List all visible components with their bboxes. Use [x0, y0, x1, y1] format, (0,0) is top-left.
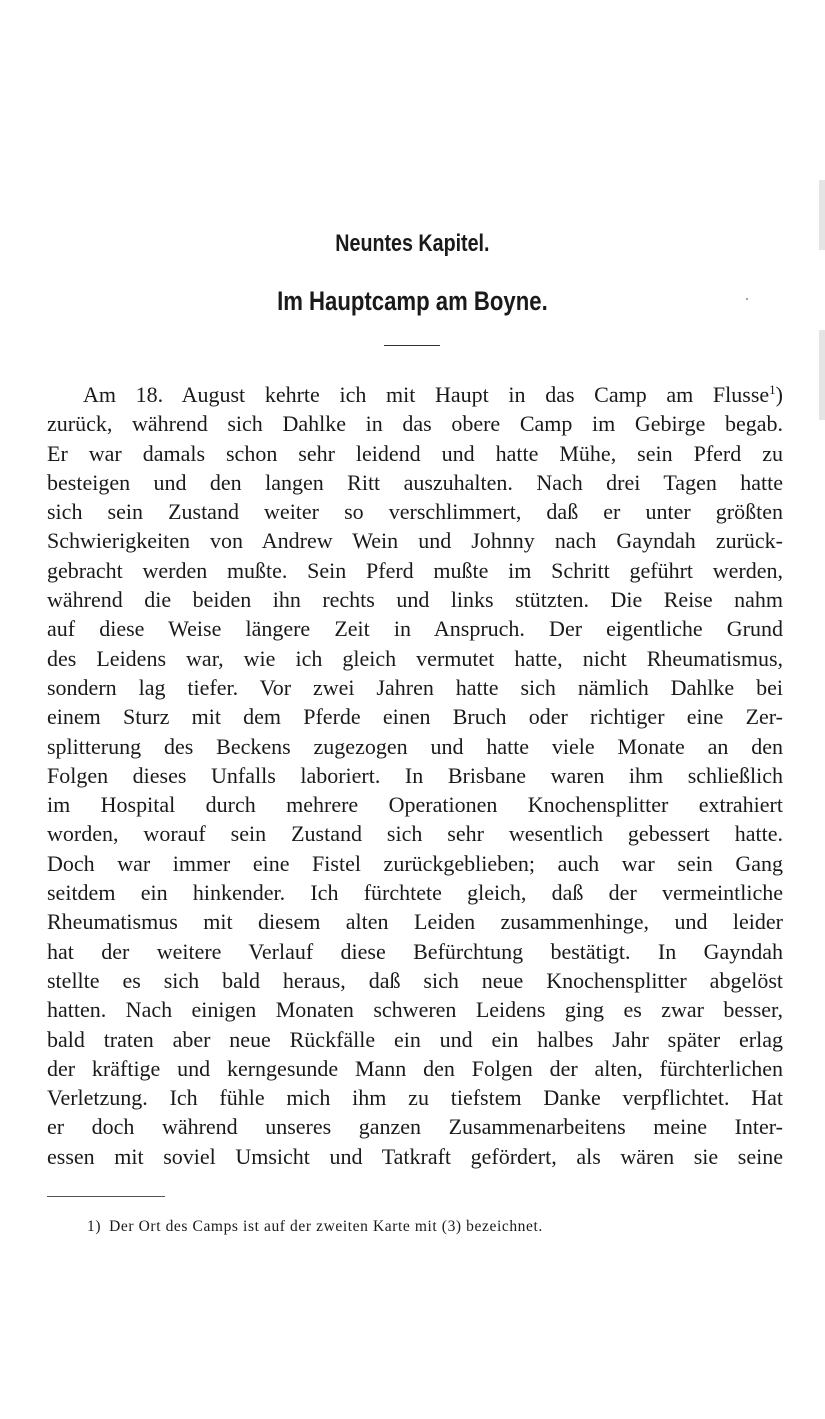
footnote-reference-close: ) [775, 382, 783, 407]
paper-speck [746, 298, 748, 300]
text-line: bald traten aber neue Rückfälle ein und ein halbes Jahr später erlag [47, 1026, 783, 1052]
page-edge-shadow [819, 330, 825, 420]
text-line: seitdem ein hinkender. Ich fürchtete gleich, daß der vermeintliche [47, 880, 783, 906]
text-line: einem Sturz mit dem Pferde einen Bruch oder richtiger eine Zer- [47, 704, 783, 730]
footnote-reference: 1 [769, 382, 776, 397]
text-line: Verletzung. Ich fühle mich ihm zu tiefstem Danke verpflichtet. Hat [47, 1085, 783, 1111]
text-line: er doch während unseres ganzen Zusammenarbeitens meine Inter- [47, 1114, 783, 1140]
text-line: hat der weitere Verlauf diese Befürchtung bestätigt. In Gayndah [47, 938, 783, 964]
text-line: auf diese Weise längere Zeit in Anspruch. Der eigentliche Grund [47, 616, 783, 642]
footnote-divider [47, 1196, 165, 1197]
text-line: Folgen dieses Unfalls laboriert. In Brisbane waren ihm schließlich [47, 762, 783, 788]
page-edge-shadow [819, 180, 825, 250]
text-line [47, 380, 783, 409]
body-text [47, 380, 783, 1171]
text-line: zurück, während sich Dahlke in das obere Camp im Gebirge begab. [47, 411, 783, 437]
footnote-marker: 1) [87, 1218, 102, 1235]
text-line: Doch war immer eine Fistel zurückgeblieben; auch war sein Gang [47, 850, 783, 876]
text-line-content: Am 18. August kehrte ich mit Haupt in das Camp am Flusse [83, 382, 770, 407]
text-line: stellte es sich bald heraus, daß sich neue Knochensplitter abgelöst [47, 967, 783, 993]
text-line: im Hospital durch mehrere Operationen Knochensplitter extrahiert [47, 792, 783, 818]
text-line: Er war damals schon sehr leidend und hatte Mühe, sein Pferd zu [47, 440, 783, 466]
text-line: Schwierigkeiten von Andrew Wein und Johnny nach Gayndah zurück- [47, 528, 783, 554]
text-line: Rheumatismus mit diesem alten Leiden zusammenhinge, und leider [47, 909, 783, 935]
text-line: sich sein Zustand weiter so verschlimmert, daß er unter größten [47, 499, 783, 525]
text-line: des Leidens war, wie ich gleich vermutet hatte, nicht Rheumatismus, [47, 645, 783, 671]
chapter-subtitle: Im Hauptcamp am Boyne. [277, 286, 548, 316]
text-line: splitterung des Beckens zugezogen und hatte viele Monate an den [47, 733, 783, 759]
text-line: essen mit soviel Umsicht und Tatkraft gefördert, als wären sie seine [47, 1143, 783, 1169]
chapter-title: Neuntes Kapitel. [335, 230, 490, 257]
text-line: sondern lag tiefer. Vor zwei Jahren hatte sich nämlich Dahlke bei [47, 674, 783, 700]
text-line: hatten. Nach einigen Monaten schweren Leidens ging es zwar besser, [47, 997, 783, 1023]
text-line: während die beiden ihn rechts und links stützten. Die Reise nahm [47, 587, 783, 613]
text-line: der kräftige und kerngesunde Mann den Folgen der alten, fürchterlichen [47, 1055, 783, 1081]
footnote-text: Der Ort des Camps ist auf der zweiten Karte mit (3) bezeichnet. [109, 1218, 543, 1235]
title-divider [384, 345, 440, 346]
text-line: gebracht werden mußte. Sein Pferd mußte im Schritt geführt werden, [47, 557, 783, 583]
text-line: besteigen und den langen Ritt auszuhalten. Nach drei Tagen hatte [47, 469, 783, 495]
footnote [87, 1218, 543, 1236]
text-line: worden, worauf sein Zustand sich sehr wesentlich gebessert hatte. [47, 821, 783, 847]
